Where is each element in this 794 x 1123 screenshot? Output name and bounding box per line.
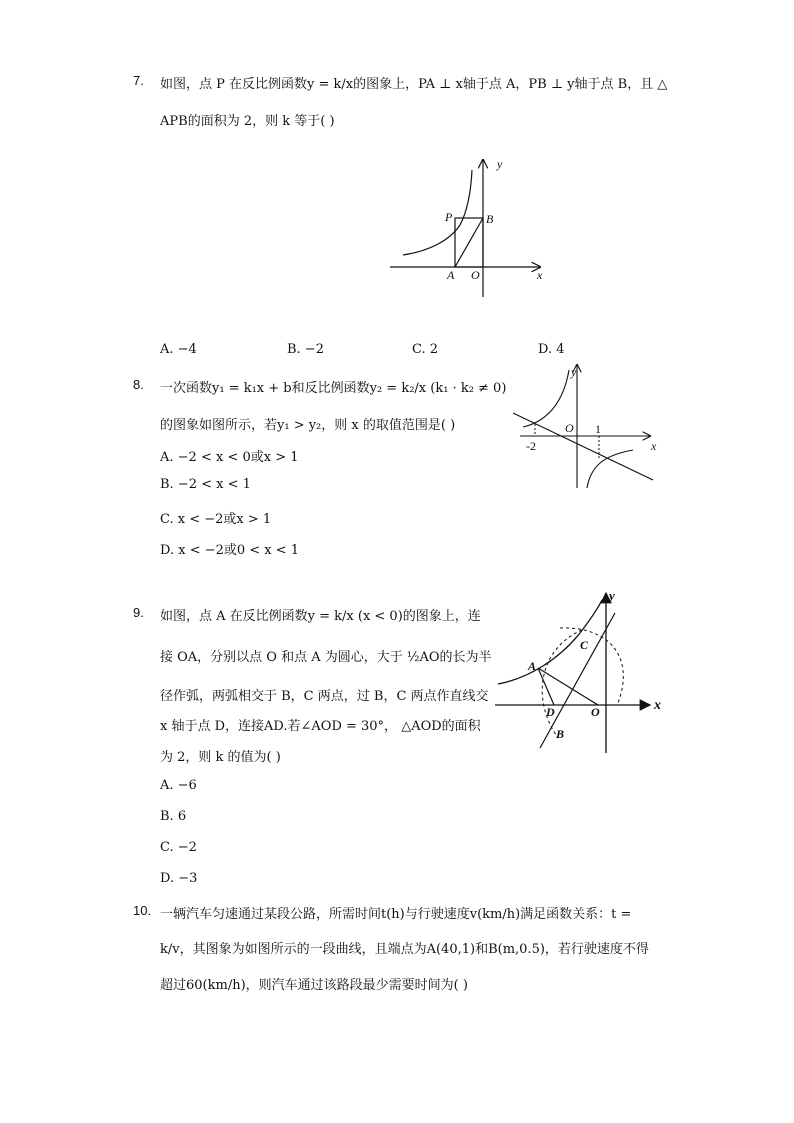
segment-ao [538,668,598,705]
q9-stem-line1: 如图，点 A 在反比例函数y = k/x (x < 0)的图象上，连 [160,609,481,624]
q9-number: 9. [133,605,144,620]
q9-stem-line2: 接 OA，分别以点 O 和点 A 为圆心，大于 ½AO的长为半 [160,650,492,665]
label-o: O [565,421,574,435]
q10-stem-line3: 超过60(km/h)，则汽车通过该路段最少需要时间为( ) [160,978,468,993]
q7-option-b: B. −2 [287,342,324,357]
q7-number: 7. [133,73,144,88]
label-b: B [486,212,494,226]
q9-option-b: B. 6 [160,809,187,824]
q9-option-d: D. −3 [160,871,198,886]
label-x: x [654,698,661,713]
hyperbola-curve [403,170,472,255]
q7-option-c: C. 2 [412,342,439,357]
q8-figure [505,360,665,490]
label-o: O [591,705,600,719]
q9-option-c: C. −2 [160,840,197,855]
label-a: A [528,659,537,673]
label-1: 1 [595,422,601,436]
arc-centered-a [560,628,623,703]
label-y: y [609,588,615,603]
q9-stem-line3: 径作弧，两弧相交于 B，C 两点，过 B，C 两点作直线交 [160,689,489,704]
q8-number: 8. [133,377,144,392]
label-x: x [651,439,657,453]
q10-number: 10. [133,903,152,918]
label-y: y [571,365,577,379]
label-o: O [471,268,480,282]
q9-stem-line4: x 轴于点 D，连接AD.若∠AOD = 30°， △AOD的面积 [160,719,481,734]
q9-stem-line5: 为 2，则 k 的值为( ) [160,750,281,765]
q10-stem-line2: k/v，其图象为如图所示的一段曲线，且端点为A(40,1)和B(m,0.5)，若行驶速度不得 [160,942,649,957]
label-c: C [580,638,589,652]
q8-option-d: D. x < −2或0 < x < 1 [160,543,300,558]
label-b: B [556,727,565,741]
q7-option-a: A. −4 [160,342,197,357]
q8-stem-line1: 一次函数y₁ = k₁x + b和反比例函数y₂ = k₂/x (k₁ · k₂ ≠ 0) [160,381,507,396]
q7-stem-line1: 如图，点 P 在反比例函数y = k/x的图象上，PA ⊥ x轴于点 A，PB ⊥ y轴于点 B，且 △ [160,77,668,92]
perpendicular-bisector-bc [540,613,615,748]
label-a: A [447,268,455,282]
label-neg2: -2 [526,439,536,453]
q8-option-a: A. −2 < x < 0或x > 1 [160,450,299,465]
q7-stem-line2: APB的面积为 2，则 k 等于( ) [160,114,335,129]
label-p: P [445,210,453,224]
q9-option-a: A. −6 [160,778,197,793]
q8-option-c: C. x < −2或x > 1 [160,512,272,527]
q7-figure [385,155,555,300]
q9-figure [490,588,665,758]
label-d: D [546,705,555,719]
q8-stem-line2: 的图象如图所示，若y₁ > y₂，则 x 的取值范围是( ) [160,418,456,433]
hyperbola-branch-right [587,450,633,488]
q7-option-d: D. 4 [538,342,565,357]
q10-stem-line1: 一辆汽车匀速通过某段公路，所需时间t(h)与行驶速度v(km/h)满足函数关系：t = [160,907,632,922]
q8-option-b: B. −2 < x < 1 [160,477,251,492]
label-x: x [537,268,543,282]
label-y: y [497,157,503,171]
hyperbola-branch-left [523,370,569,427]
